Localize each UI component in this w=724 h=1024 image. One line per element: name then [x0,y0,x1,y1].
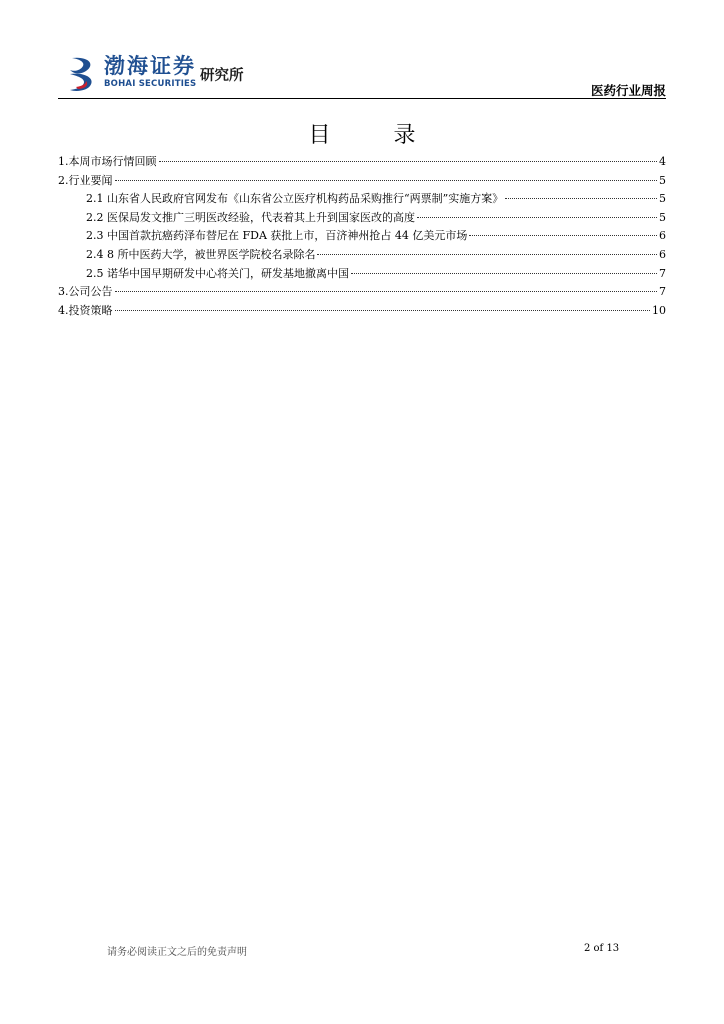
toc-leader-dots [115,291,658,292]
toc-leader-dots [317,254,657,255]
toc-leader-dots [115,310,651,311]
logo-english-name: BOHAI SECURITIES [104,79,197,89]
toc-leader-dots [469,235,657,236]
toc-leader-dots [351,273,657,274]
toc-entry[interactable] [58,246,666,265]
toc-entry-label: 1.本周市场行情回顾 [58,155,157,168]
toc-entry[interactable] [58,153,666,172]
footer-disclaimer: 请务必阅读正文之后的免责声明 [107,947,247,958]
report-type: 医药行业周报 [590,83,666,98]
toc-leader-dots [159,161,658,162]
table-of-contents [58,153,666,320]
page-header [0,0,724,100]
bohai-logo-icon [66,54,100,92]
toc-entry-page: 7 [659,285,666,299]
toc-entry-label: 2.5 诺华中国早期研发中心将关门，研发基地撤离中国 [86,266,349,280]
toc-entry-page: 4 [659,155,666,168]
toc-entry[interactable] [58,227,666,246]
toc-entry-label: 2.2 医保局发文推广三明医改经验，代表着其上升到国家医改的高度 [86,210,415,224]
toc-entry[interactable] [58,302,666,321]
toc-entry-label: 2.3 中国首款抗癌药泽布替尼在 FDA 获批上市，百济神州抢占 44 亿美元市场 [86,229,468,243]
toc-entry[interactable] [58,190,666,209]
toc-entry[interactable] [58,283,666,302]
toc-entry[interactable] [58,265,666,284]
toc-entry[interactable] [58,209,666,228]
toc-entry-page: 6 [659,229,666,243]
toc-entry-label: 2.4 8 所中医药大学，被世界医学院校名录除名 [86,247,316,261]
toc-leader-dots [505,198,657,199]
logo-chinese-name: 渤海证券 [104,54,196,78]
logo-department: 研究所 [200,68,244,84]
toc-leader-dots [417,217,657,218]
toc-entry-page: 6 [659,247,666,261]
header-divider [58,98,666,99]
toc-entry-label: 2.行业要闻 [58,173,113,187]
toc-entry-page: 7 [659,266,666,280]
footer-page-number: 2 of 13 [584,943,620,954]
toc-entry-label: 3.公司公告 [58,285,113,299]
toc-title: 目 录 [308,123,444,148]
toc-entry-label: 4.投资策略 [58,303,113,317]
toc-entry-label: 2.1 山东省人民政府官网发布《山东省公立医疗机构药品采购推行“两票制”实施方案》 [86,192,504,206]
toc-entry-page: 5 [659,173,666,187]
toc-entry-page: 10 [652,303,666,317]
toc-entry-page: 5 [659,210,666,224]
toc-entry-page: 5 [659,192,666,206]
toc-entry[interactable] [58,172,666,191]
toc-leader-dots [115,180,658,181]
